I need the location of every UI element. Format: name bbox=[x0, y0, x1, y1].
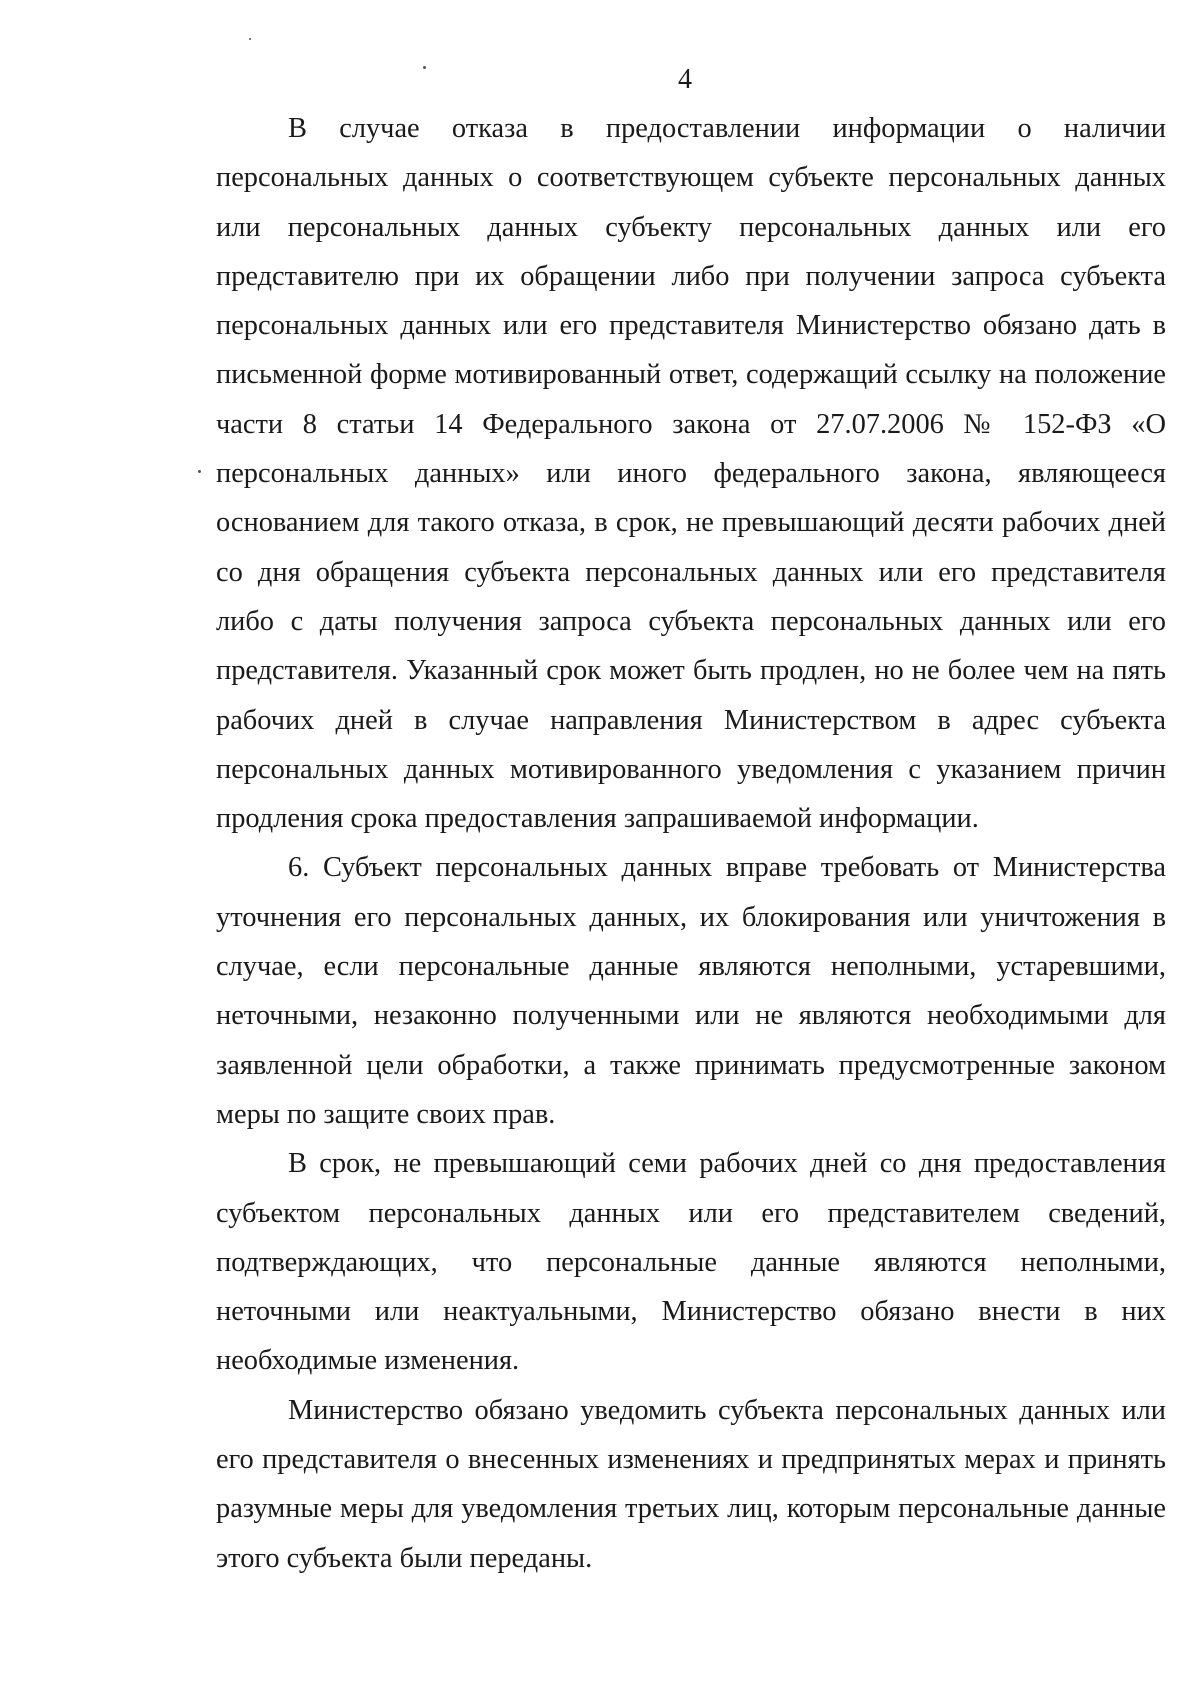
scan-speck bbox=[249, 38, 251, 40]
document-body bbox=[216, 104, 1166, 1583]
scan-speck bbox=[198, 470, 201, 473]
paragraph: Министерство обязано уведомить субъекта персональных данных или его представителя о внесенных изменениях и предпринятых мерах и принять разумные меры для уведомления третьих лиц, которым персональные данные этого субъекта были переданы. bbox=[216, 1394, 1166, 1574]
paragraph: В случае отказа в предоставлении информации о наличии персональных данных о соответствующем субъекте персональных данных или персональных данных субъекту персональных данных или его представителю при их обращении либо при получении запроса субъекта персональных данных или его представителя Министерство обязано дать в письменной форме мотивированный ответ, содержащий ссылку на положение части 8 статьи 14 Федерального закона от 27.07.2006 № 152-ФЗ «О персональных данных» или иного федерального закона, являющееся основанием для такого отказа, в срок, не превышающий десяти рабочих дней со дня обращения субъекта персональных данных или его представителя либо с даты получения запроса субъекта персональных данных или его представителя. Указанный срок может быть продлен, но не более чем на пять рабочих дней в случае направления Министерством в адрес субъекта персональных данных мотивированного уведомления с указанием причин продления срока предоставления запрашиваемой информации. bbox=[216, 113, 1166, 835]
paragraph: В срок, не превышающий семи рабочих дней со дня предоставления субъектом персональных данных или его представителем сведений, подтверждающих, что персональные данные являются неполными, неточными или неактуальными, Министерство обязано внести в них необходимые изменения. bbox=[216, 1148, 1166, 1377]
page-number: 4 bbox=[678, 64, 692, 95]
paragraph: 6. Субъект персональных данных вправе требовать от Министерства уточнения его персональных данных, их блокирования или уничтожения в случае, если персональные данные являются неполными, устаревшими, неточными, незаконно полученными или не являются необходимыми для заявленной цели обработки, а также принимать предусмотренные законом меры по защите своих прав. bbox=[216, 852, 1166, 1130]
